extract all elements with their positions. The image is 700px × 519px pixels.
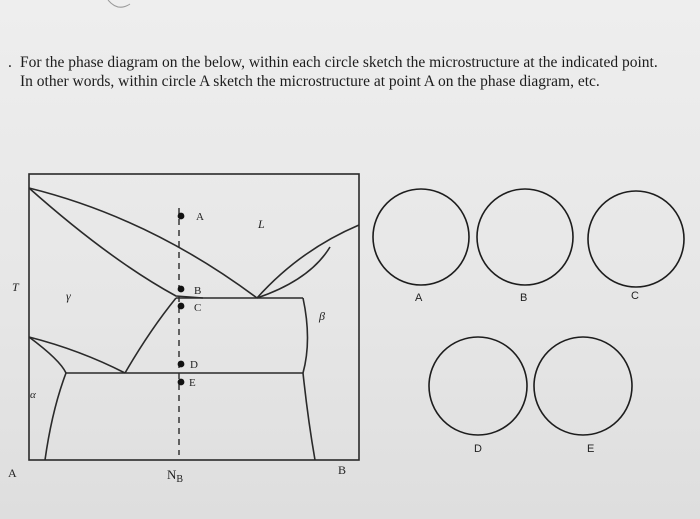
question-bullet: . (8, 54, 12, 71)
pencil-mark (108, 0, 130, 7)
point-b-marker (178, 286, 185, 293)
point-e-marker (178, 379, 185, 386)
circle-e[interactable] (534, 337, 632, 435)
alpha-solvus (45, 373, 66, 460)
point-e-label: E (189, 377, 196, 389)
point-a-marker (178, 213, 185, 220)
temperature-axis-label: T (12, 280, 19, 294)
point-c-marker (178, 303, 185, 310)
component-a-label: A (8, 466, 17, 480)
composition-label (167, 467, 183, 485)
component-b-label: B (338, 463, 347, 477)
point-d-marker (178, 361, 185, 368)
phase-beta-label: β (319, 309, 325, 323)
circle-d-label: D (474, 443, 482, 455)
question-line-2: In other words, within circle A sketch the microstructure at point A on the phase diagram, etc. (20, 73, 600, 90)
point-b-label: B (194, 285, 202, 297)
liquidus-left (29, 188, 257, 298)
alpha-lens-bottom (29, 337, 125, 373)
point-d-label: D (190, 359, 198, 371)
circle-a[interactable] (373, 189, 469, 285)
solidus-left (29, 188, 203, 298)
liquidus-right (257, 225, 359, 298)
question-line-1: For the phase diagram on the below, within each circle sketch the microstructure at the indicated point. (20, 54, 658, 71)
circle-c[interactable] (588, 191, 684, 287)
circle-a-label: A (415, 292, 423, 304)
composition-label-sub: B (176, 474, 184, 485)
phase-diagram (29, 174, 359, 460)
gamma-solvus (125, 298, 176, 373)
composition-label-main: N (167, 467, 177, 482)
circle-e-label: E (587, 443, 595, 455)
circle-b[interactable] (477, 189, 573, 285)
point-a-label: A (196, 211, 204, 223)
circle-b-label: B (520, 292, 528, 304)
circle-c-label: C (631, 290, 639, 302)
solidus-right (257, 247, 330, 298)
point-c-label: C (194, 302, 202, 314)
circle-d[interactable] (429, 337, 527, 435)
phase-gamma-label: γ (66, 289, 71, 303)
sketch-circles (373, 189, 684, 435)
phase-alpha-label: α (30, 389, 36, 401)
phase-liquid-label: L (258, 217, 265, 231)
diagram-frame (29, 174, 359, 460)
beta-boundary (303, 298, 315, 460)
